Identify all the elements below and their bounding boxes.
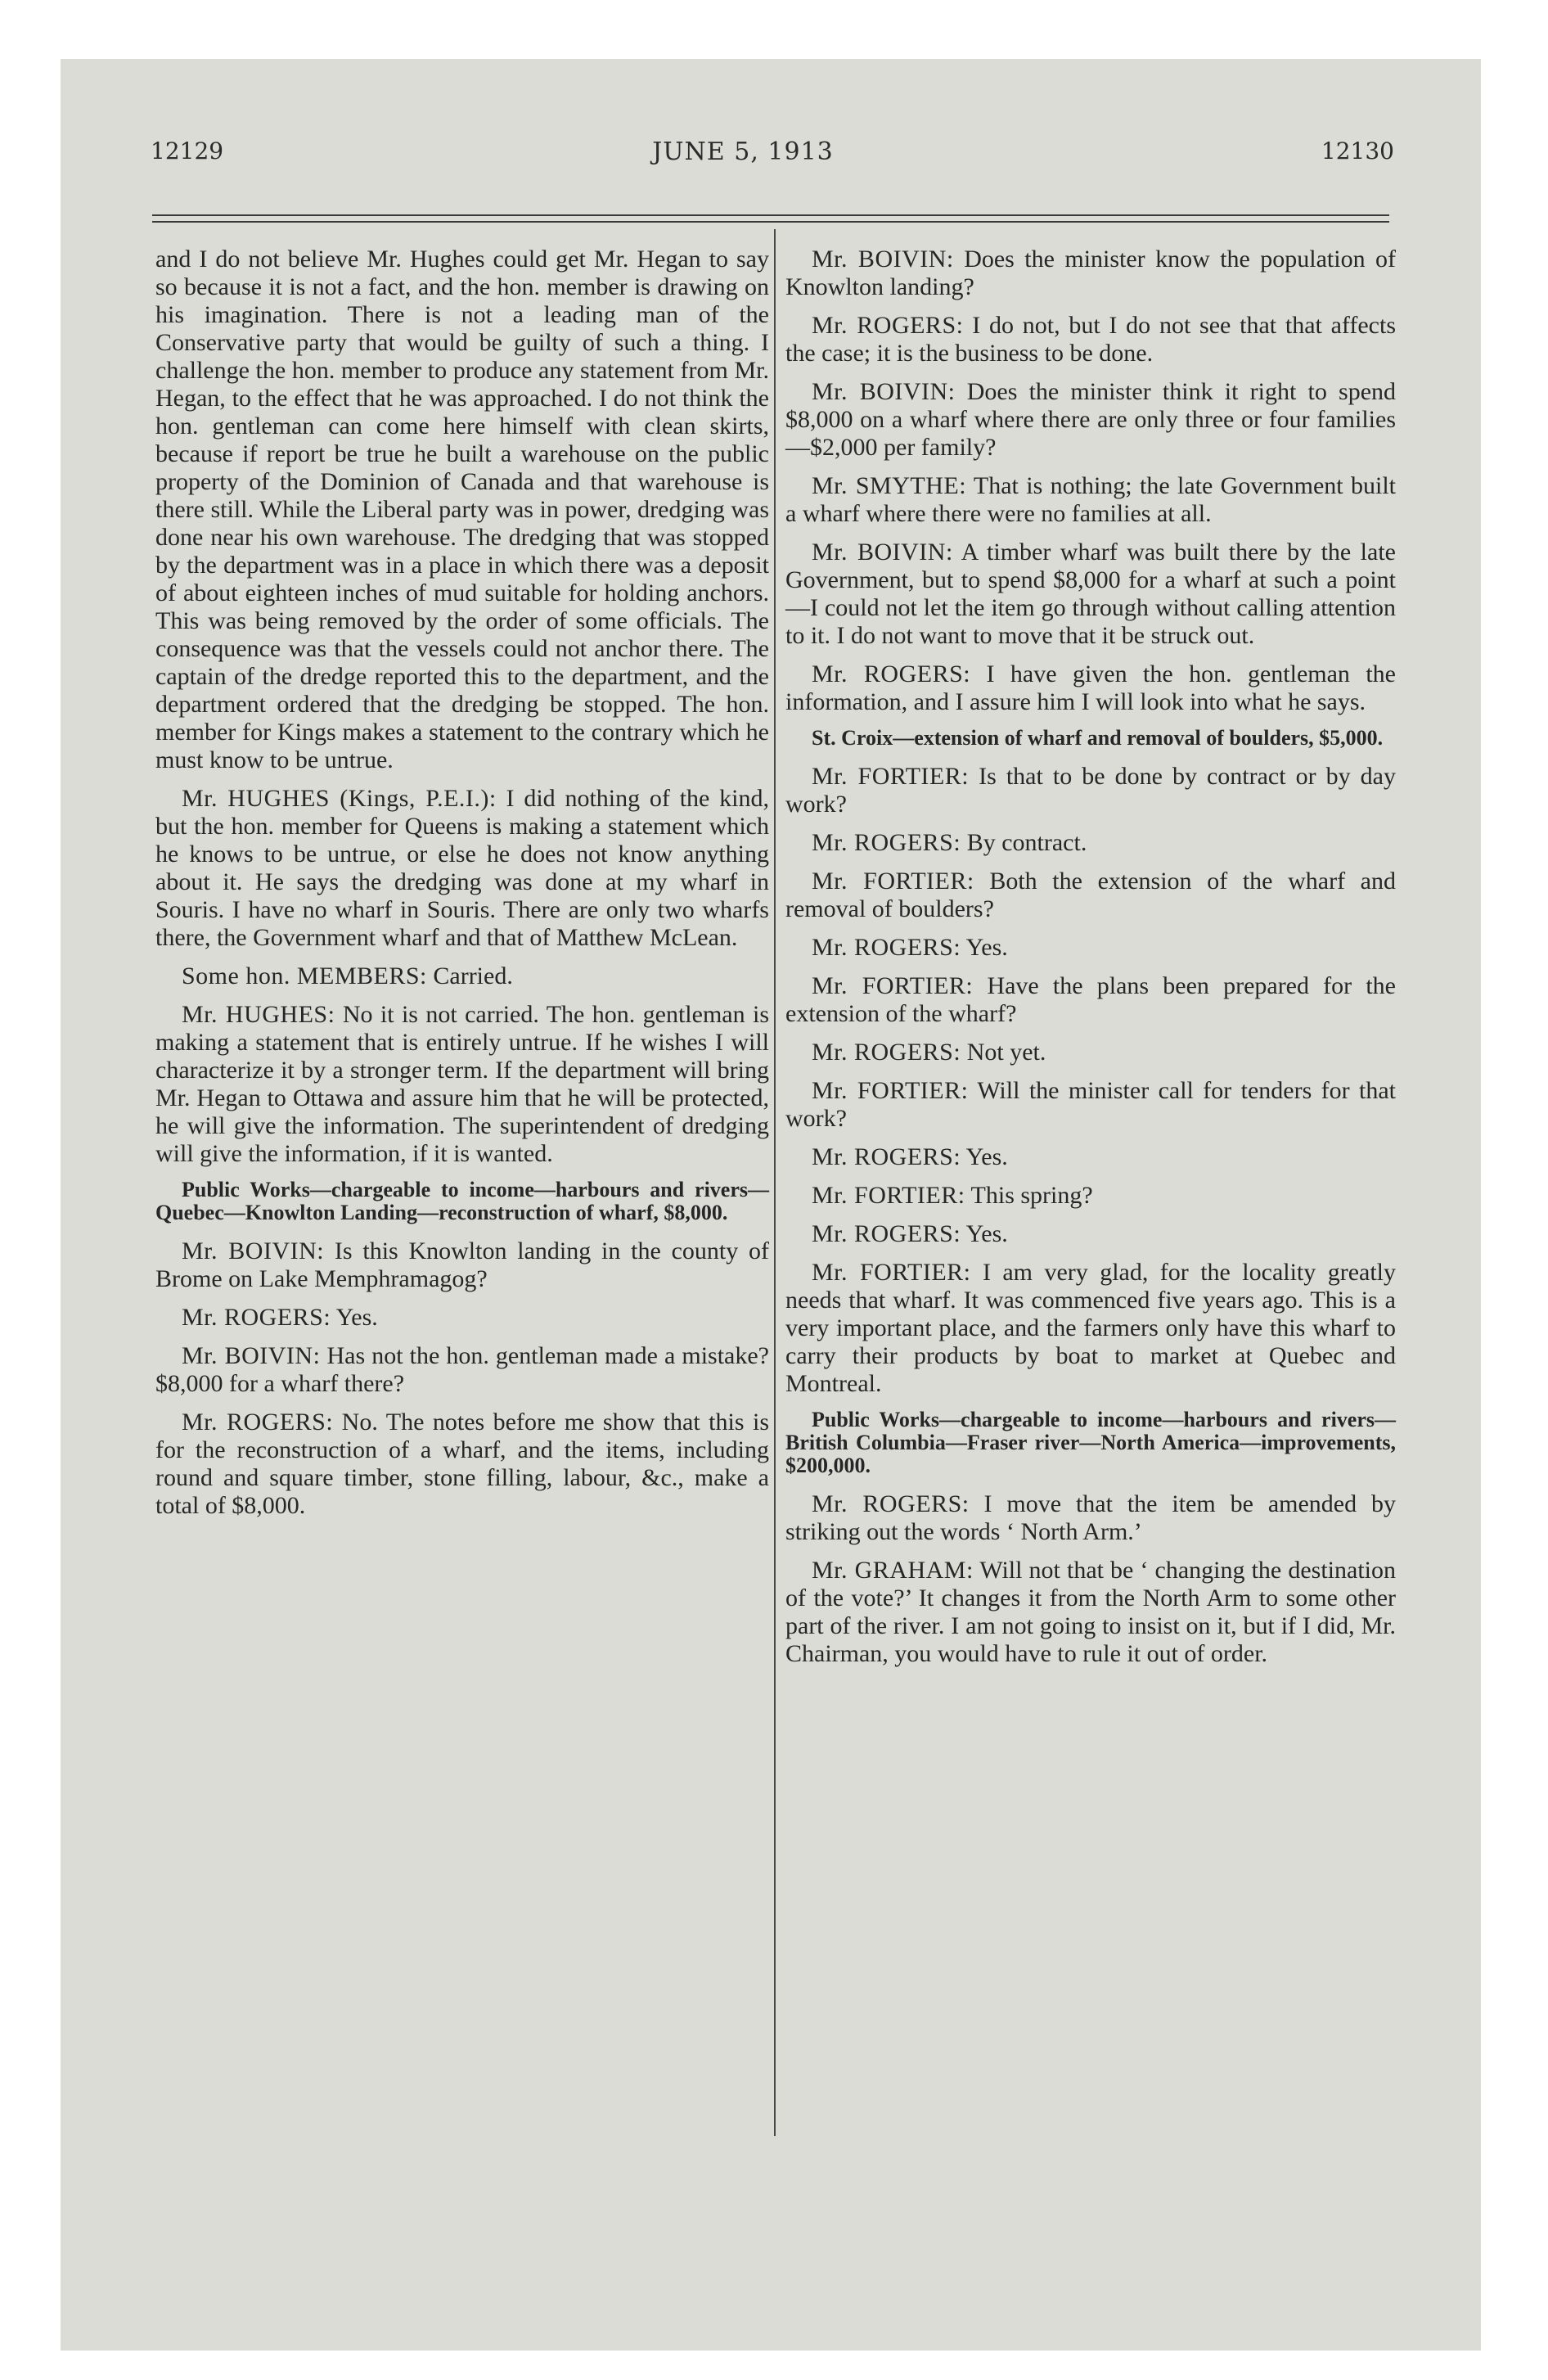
- speech-text: This spring?: [970, 1182, 1093, 1209]
- speech-paragraph: [785, 472, 1396, 528]
- speech-paragraph: [785, 1039, 1396, 1066]
- speech-text: I move that the item be amended by striking out the words ‘ North Arm.’: [785, 1490, 1396, 1545]
- speech-paragraph: [155, 1342, 769, 1398]
- speech-paragraph: [785, 868, 1396, 923]
- header-rule-bottom: [152, 221, 1389, 223]
- speech-text: No. The notes before me show that this is for the reconstruction of a wharf, and the items, including round and square timber, stone filling, labour, &c., make a total of $8,000.: [155, 1409, 770, 1519]
- speaker-name: Mr. FORTIER:: [812, 763, 970, 790]
- speech-paragraph: [785, 1220, 1396, 1248]
- speaker-name: Mr. ROGERS:: [812, 312, 964, 339]
- speaker-name: Mr. BOIVIN:: [812, 378, 956, 405]
- speaker-name: Mr. FORTIER:: [812, 1182, 965, 1209]
- speaker-name: Mr. HUGHES (Kings, P.E.I.):: [182, 785, 497, 812]
- speech-paragraph: [785, 934, 1396, 962]
- page-date: JUNE 5, 1913: [652, 137, 834, 166]
- supply-item: St. Croix—extension of wharf and removal of boulders, $5,000.: [812, 726, 1384, 750]
- speech-paragraph: [155, 1237, 769, 1293]
- speech-text: Will the minister call for tenders for that work?: [785, 1077, 1397, 1132]
- right-column: [785, 246, 1396, 1679]
- speech-paragraph: [155, 1409, 769, 1520]
- speaker-name: Mr. BOIVIN:: [182, 1237, 325, 1264]
- speech-paragraph: [155, 962, 769, 990]
- speech-text: and I do not believe Mr. Hughes could get Mr. Hegan to say so because it is not a fact, and the hon. member is drawing on his imagination. There is not a leading man of the Conservative party that would be guilty of such a thing. I challenge the hon. member to produce any statement from Mr. Hegan, to the effect that he was approached. I do not think the hon. gentleman can come here himself with clean skirts, because if report be true he built a warehouse on the public property of the Dominion of Canada and that warehouse is there still. While the Liberal party was in power, dredging was done near his own warehouse. The dredging that was stopped by the department was in a place in which there was a deposit of about eighteen inches of mud suitable for holding anchors. This was being removed by the order of some officials. The consequence was that the vessels could not anchor there. The captain of the dredge reported this to the department, and the department ordered that the dredging be stopped. The hon. member for Kings makes a statement to the contrary which he must know to be untrue.: [155, 246, 769, 773]
- page-header: [92, 137, 1394, 187]
- page-number-left: 12129: [151, 137, 224, 165]
- speech-paragraph: [785, 1143, 1396, 1171]
- speaker-name: Mr. ROGERS:: [182, 1409, 334, 1436]
- speech-paragraph: [785, 972, 1396, 1028]
- speaker-name: Mr. ROGERS:: [812, 1220, 961, 1247]
- speaker-name: Mr. ROGERS:: [182, 1304, 331, 1331]
- speaker-name: Mr. FORTIER:: [812, 972, 974, 999]
- speech-text: Yes.: [965, 934, 1008, 961]
- speech-paragraph: [785, 378, 1396, 462]
- header-rule-top: [152, 214, 1389, 216]
- speech-text: A timber wharf was built there by the late Government, but to spend $8,000 for a wharf at such a point—I could not let the item go through without calling attention to it. I do not want to move that it be struck out.: [785, 539, 1396, 649]
- speech-paragraph: [785, 1490, 1396, 1546]
- continued-paragraph: [155, 246, 769, 774]
- speech-text: Does the minister think it right to spend $8,000 on a wharf where there are only three or four families—$2,000 per family?: [785, 378, 1397, 461]
- speaker-name: Mr. ROGERS:: [812, 1490, 970, 1517]
- speaker-name: Mr. ROGERS:: [812, 829, 961, 856]
- speech-text: Will not that be ‘ changing the destination of the vote?’ It changes it from the North Arm to some other part of the river. I am not going to insist on it, but if I did, Mr. Chairman, you would have to rule it out of order.: [785, 1557, 1396, 1667]
- speaker-name: Mr. FORTIER:: [812, 868, 974, 895]
- left-column: [155, 246, 769, 1530]
- speech-text: Yes.: [335, 1304, 378, 1331]
- speech-text: Is that to be done by contract or by day work?: [785, 763, 1397, 818]
- speech-paragraph: [785, 1182, 1396, 1210]
- speech-paragraph: [785, 1077, 1396, 1133]
- speech-text: Yes.: [965, 1143, 1008, 1170]
- speech-text: That is nothing; the late Government built a wharf where there were no families at all.: [785, 472, 1396, 527]
- speech-paragraph: [785, 312, 1396, 367]
- speech-text: By contract.: [966, 829, 1087, 856]
- speech-text: No it is not carried. The hon. gentleman is making a statement that is entirely untrue. If he wishes I will characterize it by a stronger term. If the department will bring Mr. Hegan to Ottawa and assure him that he will be protected, he will give the information. The superintendent of dredging will give the information, if it is wanted.: [155, 1001, 770, 1167]
- speaker-name: Mr. FORTIER:: [812, 1259, 971, 1286]
- speech-text: I did nothing of the kind, but the hon. member for Queens is making a statement which he knows to be untrue, or else he does not know anything about it. He says the dredging was done at my wharf in Souris. I have no wharf in Souris. There are only two wharfs there, the Government wharf and that of Matthew McLean.: [155, 785, 769, 951]
- speaker-name: Mr. ROGERS:: [812, 660, 971, 687]
- column-divider: [774, 229, 776, 2136]
- speech-paragraph: [785, 660, 1396, 716]
- speech-text: I have given the hon. gentleman the information, and I assure him I will look into what he says.: [785, 660, 1396, 715]
- supply-item: Public Works—chargeable to income—harbours and rivers—Quebec—Knowlton Landing—reconstruction of wharf, $8,000.: [155, 1178, 769, 1224]
- speaker-name: Mr. ROGERS:: [812, 1143, 961, 1170]
- speaker-name: Some hon. MEMBERS:: [182, 962, 427, 989]
- speech-text: Carried.: [433, 962, 513, 989]
- speech-text: Not yet.: [966, 1039, 1046, 1066]
- speech-text: Have the plans been prepared for the extension of the wharf?: [785, 972, 1396, 1027]
- speaker-name: Mr. BOIVIN:: [182, 1342, 321, 1369]
- speech-paragraph: [155, 1304, 769, 1332]
- speech-paragraph: [785, 246, 1396, 301]
- speech-paragraph: [785, 1557, 1396, 1668]
- speaker-name: Mr. ROGERS:: [812, 1039, 961, 1066]
- speech-paragraph: [155, 785, 769, 952]
- speech-text: Yes.: [965, 1220, 1008, 1247]
- speech-text: Is this Knowlton landing in the county of Brome on Lake Memphramagog?: [155, 1237, 769, 1292]
- speech-paragraph: [785, 829, 1396, 857]
- supply-item: Public Works—chargeable to income—harbours and rivers—British Columbia—Fraser river—North America—improvements, $200,000.: [785, 1408, 1396, 1477]
- speaker-name: Mr. FORTIER:: [812, 1077, 969, 1104]
- speaker-name: Mr. GRAHAM:: [812, 1557, 974, 1584]
- speech-paragraph: [785, 763, 1396, 818]
- speech-text: Has not the hon. gentleman made a mistake? $8,000 for a wharf there?: [155, 1342, 769, 1397]
- speaker-name: Mr. BOIVIN:: [812, 539, 953, 566]
- speech-paragraph: [785, 539, 1396, 650]
- page-number-right: 12130: [1321, 137, 1394, 165]
- speaker-name: Mr. BOIVIN:: [812, 246, 954, 273]
- speech-paragraph: [155, 1001, 769, 1168]
- speech-text: Does the minister know the population of Knowlton landing?: [785, 246, 1396, 300]
- speech-text: Both the extension of the wharf and removal of boulders?: [785, 868, 1397, 922]
- speaker-name: Mr. SMYTHE:: [812, 472, 967, 499]
- speaker-name: Mr. HUGHES:: [182, 1001, 335, 1028]
- speech-paragraph: [785, 1259, 1396, 1398]
- speaker-name: Mr. ROGERS:: [812, 934, 961, 961]
- speech-text: I am very glad, for the locality greatly needs that wharf. It was commenced five years ago. This is a very important place, and the farmers only have this wharf to carry their products by boat to market at Quebec and Montreal.: [785, 1259, 1396, 1397]
- speech-text: I do not, but I do not see that that affects the case; it is the business to be done.: [785, 312, 1396, 367]
